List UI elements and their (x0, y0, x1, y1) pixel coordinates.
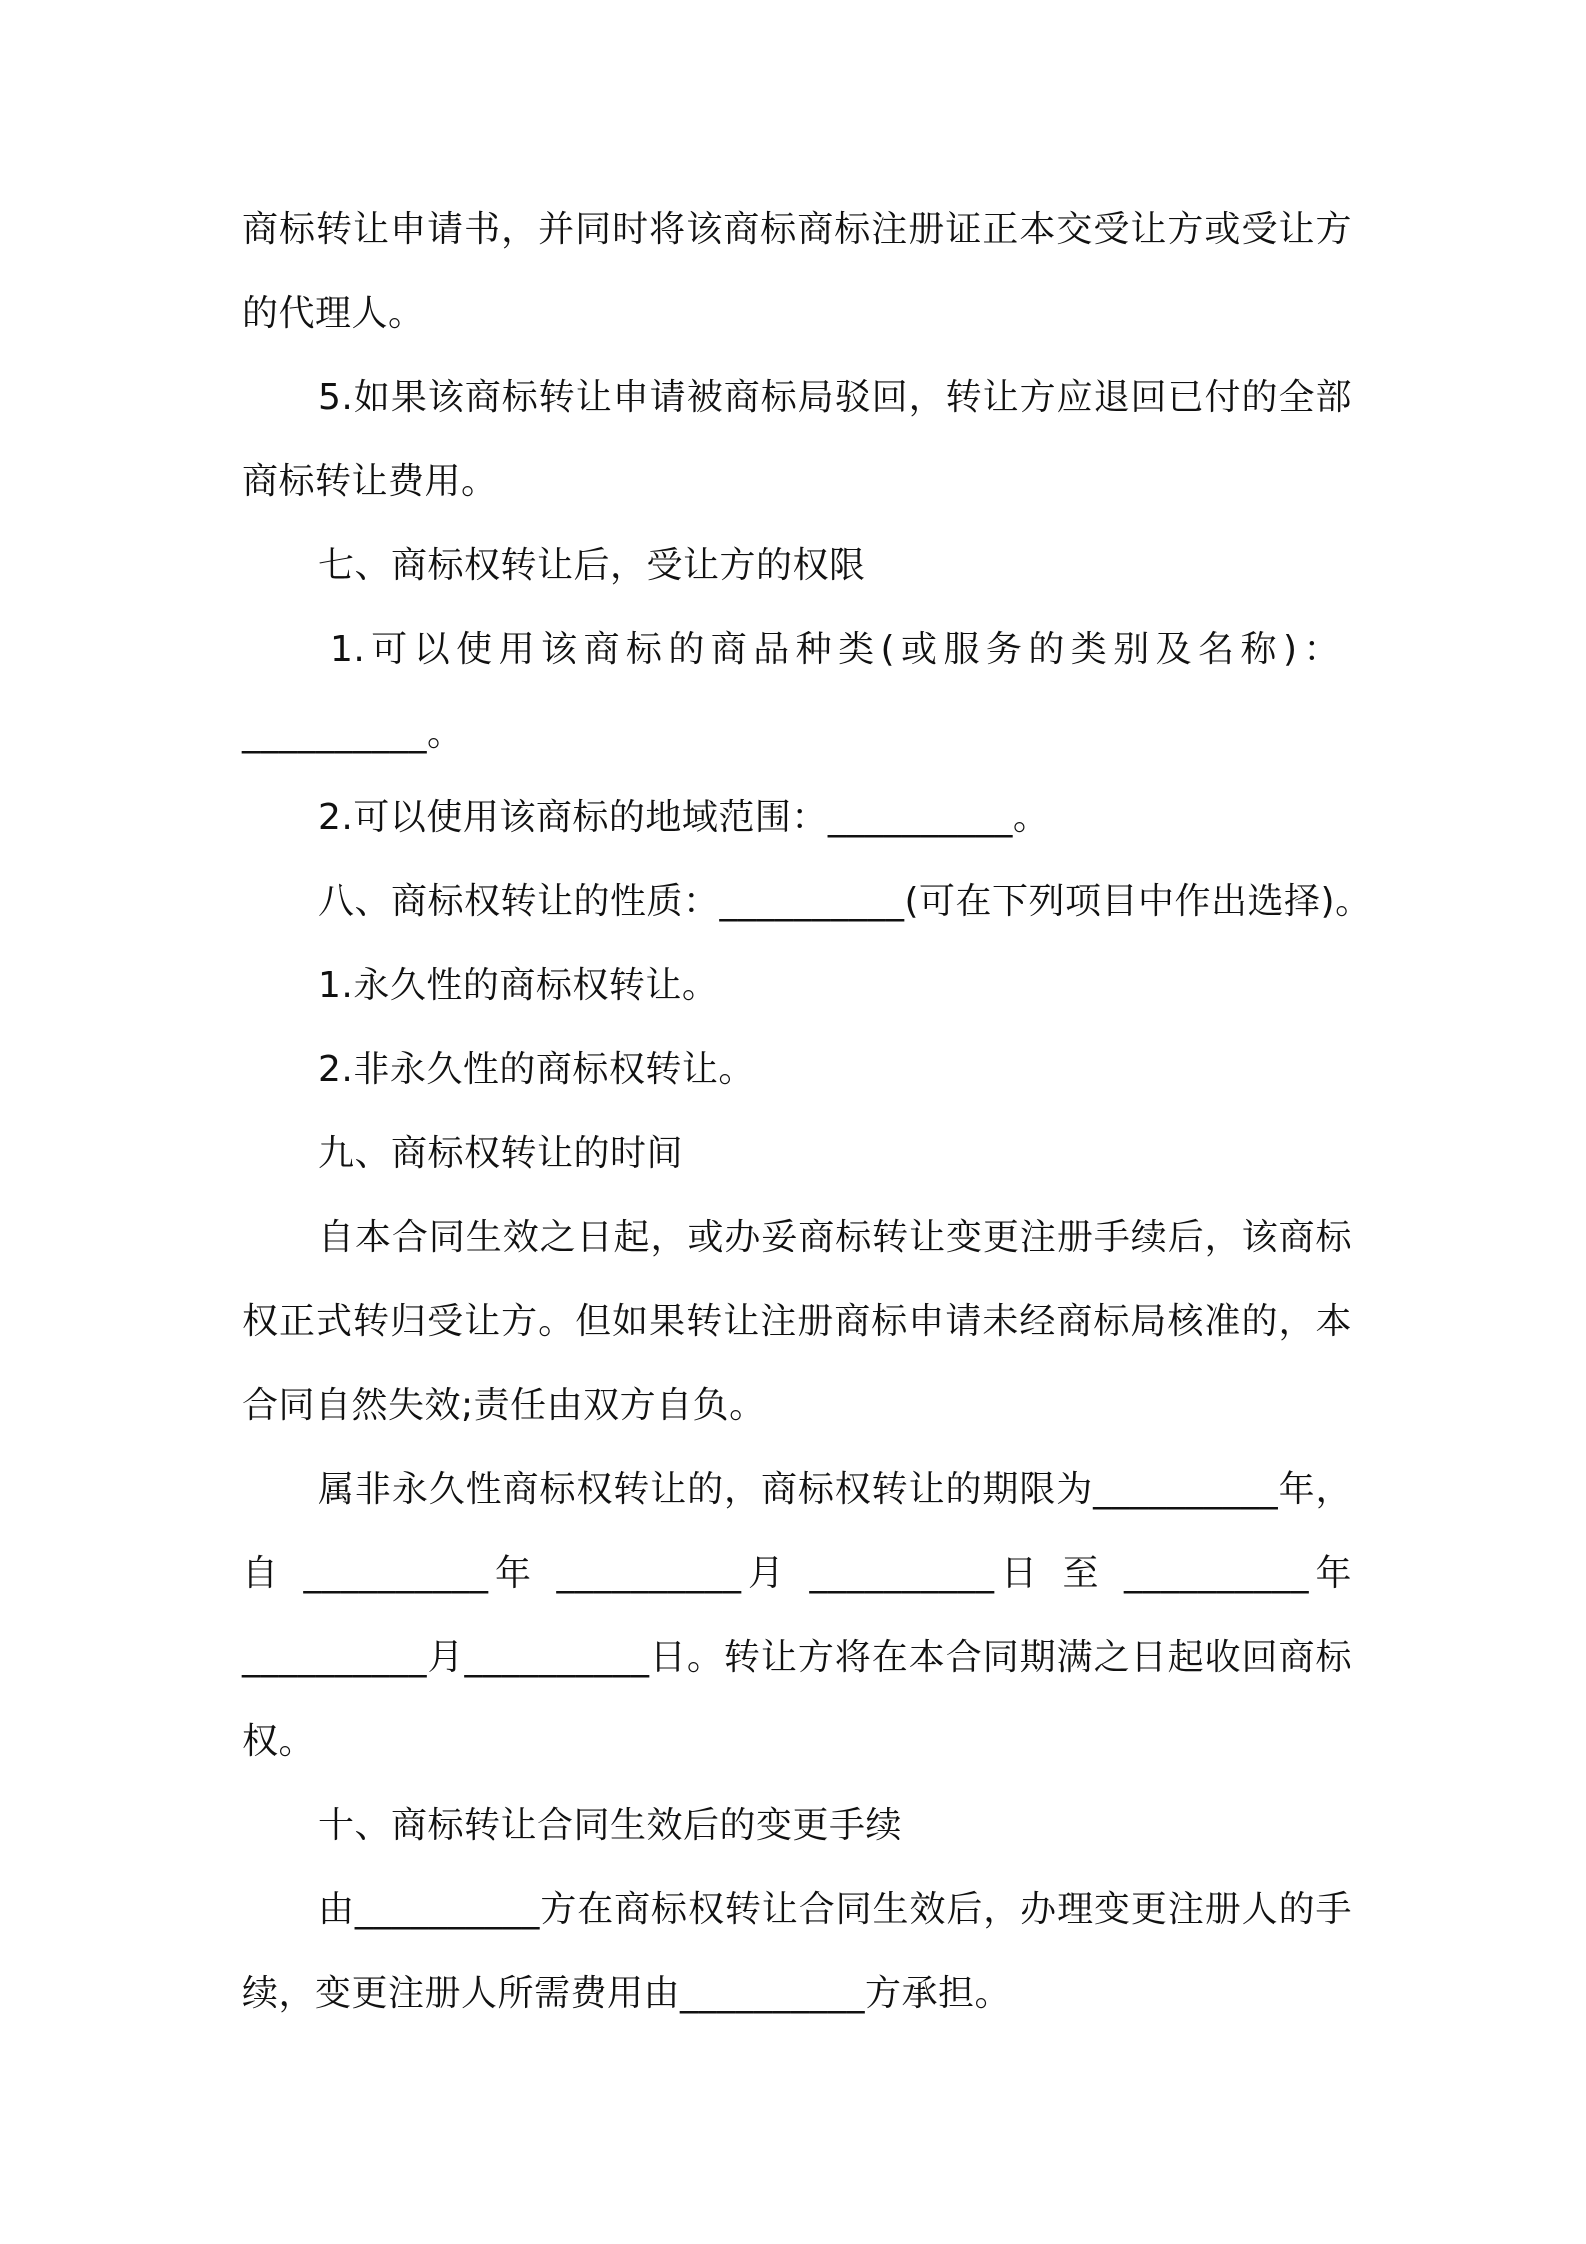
section-heading: 七、商标权转让后，受让方的权限 (318, 545, 866, 586)
paragraph-line: 权。 (242, 1721, 316, 1762)
paragraph-line: __________。 (242, 713, 464, 754)
paragraph-line: 属非永久性商标权转让的，商标权转让的期限为__________年， (318, 1469, 1352, 1510)
paragraph-line: 5.如果该商标转让申请被商标局驳回，转让方应退回已付的全部 (318, 377, 1352, 418)
paragraph-line: 自本合同生效之日起，或办妥商标转让变更注册手续后，该商标 (318, 1217, 1352, 1258)
list-item: 1.永久性的商标权转让。 (318, 965, 719, 1006)
paragraph-line: 商标转让费用。 (242, 461, 498, 502)
section-heading: 八、商标权转让的性质：__________(可在下列项目中作出选择)。 (318, 881, 1372, 922)
paragraph-line: 权正式转归受让方。但如果转让注册商标申请未经商标局核准的，本 (242, 1301, 1352, 1342)
paragraph-line: 由__________方在商标权转让合同生效后，办理变更注册人的手 (318, 1889, 1352, 1930)
section-heading: 九、商标权转让的时间 (318, 1133, 684, 1174)
paragraph-line: __________月__________日。转让方将在本合同期满之日起收回商标 (242, 1637, 1352, 1678)
list-item: 2.非永久性的商标权转让。 (318, 1049, 755, 1090)
paragraph-line: 2.可以使用该商标的地域范围：__________。 (318, 797, 1050, 838)
paragraph-line: 自 __________年 __________月 __________日 至 __________年 (242, 1553, 1352, 1594)
paragraph-line: 续，变更注册人所需费用由__________方承担。 (242, 1973, 1012, 2014)
section-heading: 十、商标转让合同生效后的变更手续 (318, 1805, 903, 1846)
paragraph-line: 的代理人。 (242, 293, 425, 334)
paragraph-line: 商标转让申请书，并同时将该商标商标注册证正本交受让方或受让方 (242, 209, 1352, 250)
paragraph-line: 合同自然失效;责任由双方自负。 (242, 1385, 766, 1426)
paragraph-line: 1.可以使用该商标的商品种类(或服务的类别及名称)： (330, 629, 1340, 670)
